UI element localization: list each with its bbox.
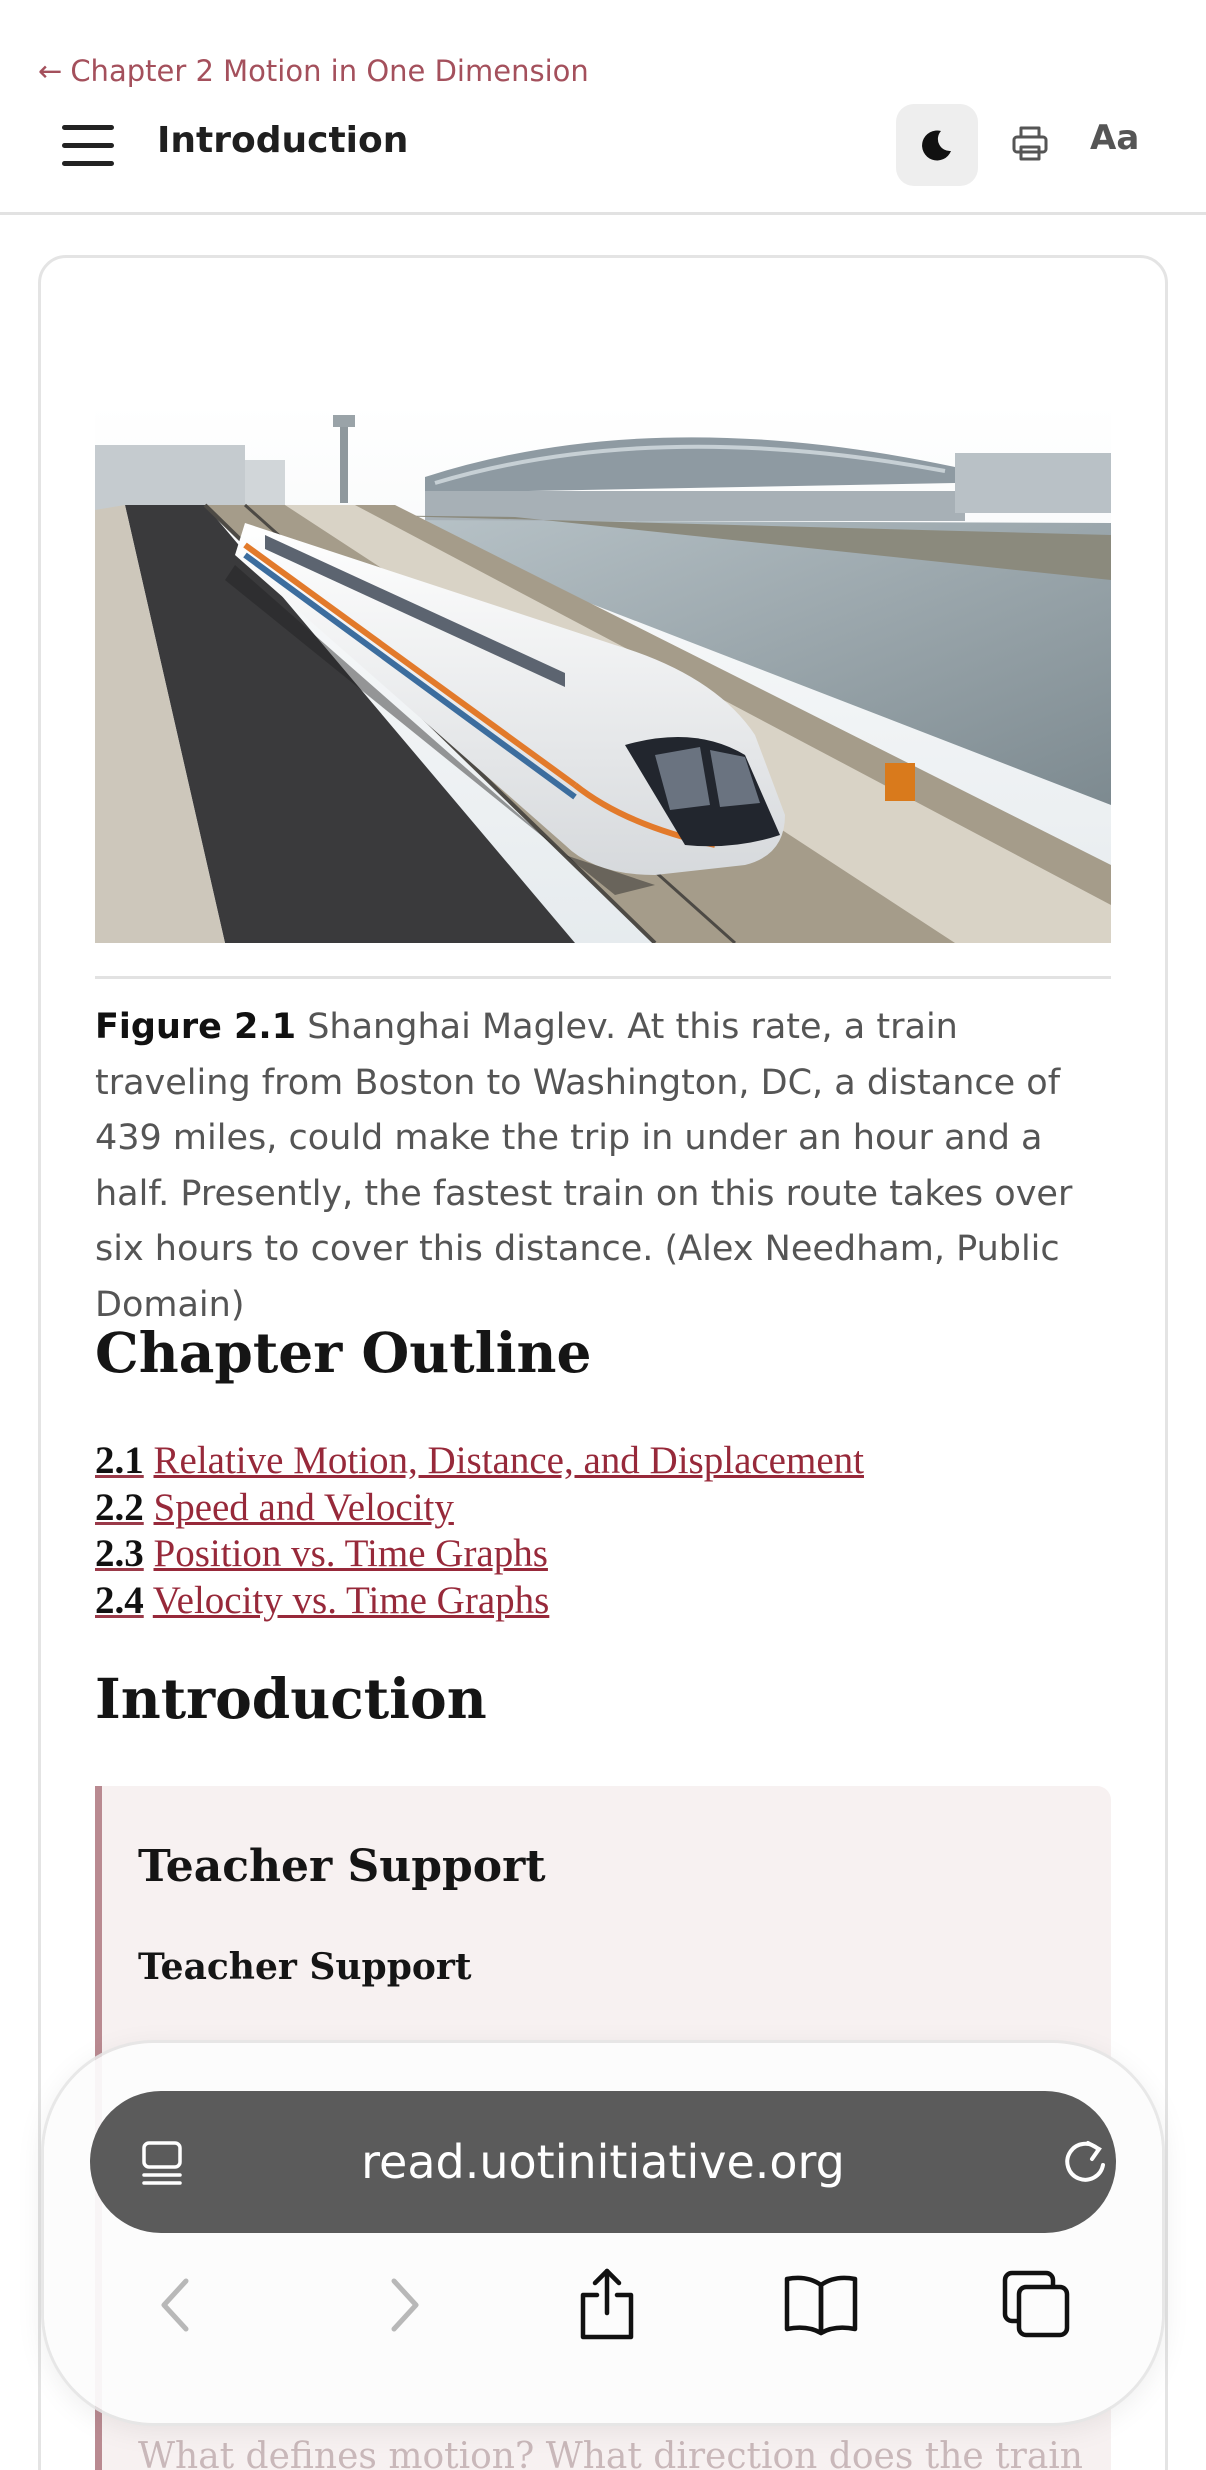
chevron-left-icon	[156, 2275, 196, 2335]
figure-caption	[95, 1000, 1115, 1333]
chapter-outline-heading: Chapter Outline	[95, 1320, 592, 1385]
teacher-support-subtitle: Teacher Support	[138, 1946, 472, 1988]
printer-icon	[1010, 124, 1050, 164]
outline-link-2-4[interactable]: Velocity vs. Time Graphs	[152, 1578, 550, 1622]
outline-item[interactable]: 2.2 Speed and Velocity	[95, 1485, 454, 1529]
reload-icon[interactable]	[1058, 2135, 1112, 2189]
figure-label: Figure 2.1	[95, 1007, 297, 1047]
menu-icon[interactable]	[62, 125, 114, 167]
font-size-button[interactable]: Aa	[1090, 118, 1140, 158]
top-bar	[0, 0, 1206, 215]
browser-toolbar	[44, 2043, 1162, 2423]
outline-item[interactable]: 2.3 Position vs. Time Graphs	[95, 1532, 548, 1575]
address-bar[interactable]	[90, 2091, 1116, 2233]
figure-caption-text: Shanghai Maglev. At this rate, a train traveling from Boston to Washington, DC, a distance of 439 miles, could make the trip in under an hour and a half. Presently, the fastest train on this route takes over six hours to cover this distance. (Alex Needham, Public Domain)	[95, 1007, 1073, 1325]
chevron-right-icon	[384, 2275, 424, 2335]
outline-link-2-1[interactable]: Relative Motion, Distance, and Displacement	[153, 1439, 864, 1482]
breadcrumb-link[interactable]	[38, 54, 589, 88]
figure-divider	[95, 976, 1111, 979]
share-button[interactable]	[567, 2265, 647, 2345]
teacher-support-title: Teacher Support	[138, 1841, 546, 1892]
print-button[interactable]	[1000, 114, 1060, 174]
moon-icon	[919, 127, 955, 163]
outline-link-2-3[interactable]: Position vs. Time Graphs	[153, 1532, 548, 1575]
forward-button[interactable]	[364, 2265, 444, 2345]
dark-mode-button[interactable]	[896, 104, 978, 186]
book-icon	[783, 2273, 859, 2337]
tabs-button[interactable]	[997, 2265, 1077, 2345]
chapter-outline-list	[95, 1438, 864, 1624]
back-button[interactable]	[136, 2265, 216, 2345]
share-icon	[575, 2267, 639, 2343]
url-text: read.uotinitiative.org	[361, 2135, 845, 2189]
outline-item[interactable]: 2.1 Relative Motion, Distance, and Displacement	[95, 1439, 864, 1482]
teacher-support-text: What defines motion? What direction does the train	[138, 2436, 1083, 2470]
breadcrumb-label: Chapter 2 Motion in One Dimension	[70, 54, 589, 88]
figure-image-maglev	[95, 405, 1111, 943]
tabs-icon	[1001, 2269, 1073, 2341]
bookmarks-button[interactable]	[781, 2265, 861, 2345]
outline-link-2-2[interactable]: Speed and Velocity	[153, 1485, 454, 1529]
page-title: Introduction	[157, 120, 409, 161]
outline-item[interactable]: 2.4 Velocity vs. Time Graphs	[95, 1578, 550, 1622]
introduction-heading: Introduction	[95, 1666, 487, 1731]
back-arrow-icon: ←	[38, 54, 63, 88]
